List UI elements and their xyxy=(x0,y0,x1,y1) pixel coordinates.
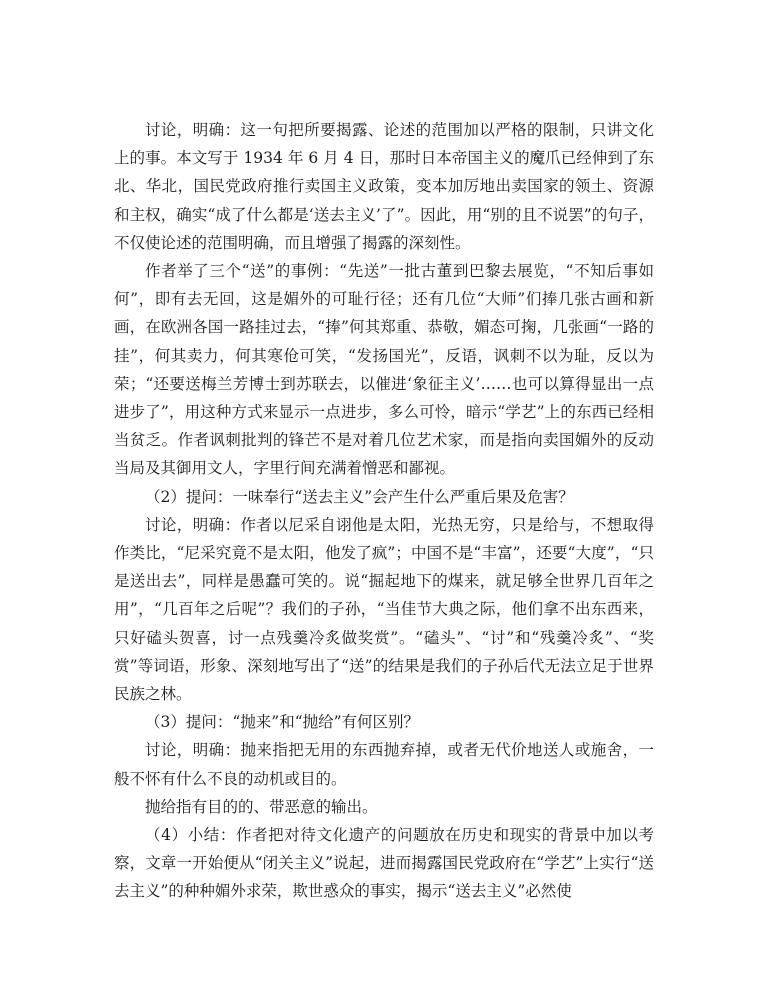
paragraph-discussion-scope: 讨论，明确：这一句把所要揭露、论述的范围加以严格的限制，只讲文化上的事。本文写于 1934 年 6 月 4 日，那时日本帝国主义的魔爪已经伸到了东北、华北，国民党政府推行卖国主义政策，变本加厉地出卖国家的领土、资源和主权，确实“成了什么都是‘送去主义’了”。因此，用“别的且不说罢”的句子，不仅使论述的范围明确，而且增强了揭露的深刻性。 xyxy=(114,121,654,252)
paragraph-question-3: （3）提问：“抛来”和“抛给”有何区别？ xyxy=(145,713,420,732)
paragraph-three-examples: 作者举了三个“送”的事例：“先送”一批古董到巴黎去展览，“不知后事如何”，即有去无回，这是媚外的可耻行径；还有几位“大师”们捧几张古画和新画，在欧洲各国一路挂过去，“捧”何其郑重、恭敬，媚态可掬，几张画“一路的挂”，何其卖力，何其寒伧可笑，“发扬国光”，反语，讽刺不以为耻，反以为荣；“还要送梅兰芳博士到苏联去，以催进‘象征主义’……也可以算得显出一点进步了”，用这种方式来显示一点进步，多么可怜，暗示“学艺”上的东西已经相当贫乏。作者讽刺批判的锋芒不是对着几位艺术家，而是指向卖国媚外的反动当局及其御用文人，字里行间充满着憎恶和鄙视。 xyxy=(114,262,654,478)
paragraph-discussion-paolai: 讨论，明确：抛来指把无用的东西抛弃掉，或者无代价地送人或施舍，一般不怀有什么不良的动机或目的。 xyxy=(114,741,654,788)
paragraph-question-2: （2）提问：一味奉行“送去主义”会产生什么严重后果及危害？ xyxy=(145,487,574,506)
paragraph-paogei: 抛给指有目的的、带恶意的输出。 xyxy=(145,797,378,816)
document-body xyxy=(114,116,654,906)
paragraph-summary-4: （4）小结：作者把对待文化遗产的问题放在历史和现实的背景中加以考察，文章一开始便从“闭关主义”说起，进而揭露国民党政府在“学艺”上实行“送去主义”的种种媚外求荣，欺世惑众的事实，揭示“送去主义”必然使 xyxy=(114,826,654,901)
paragraph-discussion-consequences: 讨论，明确：作者以尼采自诩他是太阳，光热无穷，只是给与，不想取得作类比，“尼采究竟不是太阳，他发了疯”；中国不是“丰富”，还要“大度”，“只是送出去”，同样是愚蠢可笑的。说“掘起地下的煤来，就足够全世界几百年之用”，“几百年之后呢”？我们的子孙，“当佳节大典之际，他们拿不出东西来，只好磕头贺喜，讨一点残羹冷炙做奖赏”。“磕头”、“讨”和“残羹冷炙”、“奖赏”等词语，形象、深刻地写出了“送”的结果是我们的子孙后代无法立足于世界民族之林。 xyxy=(114,515,654,704)
